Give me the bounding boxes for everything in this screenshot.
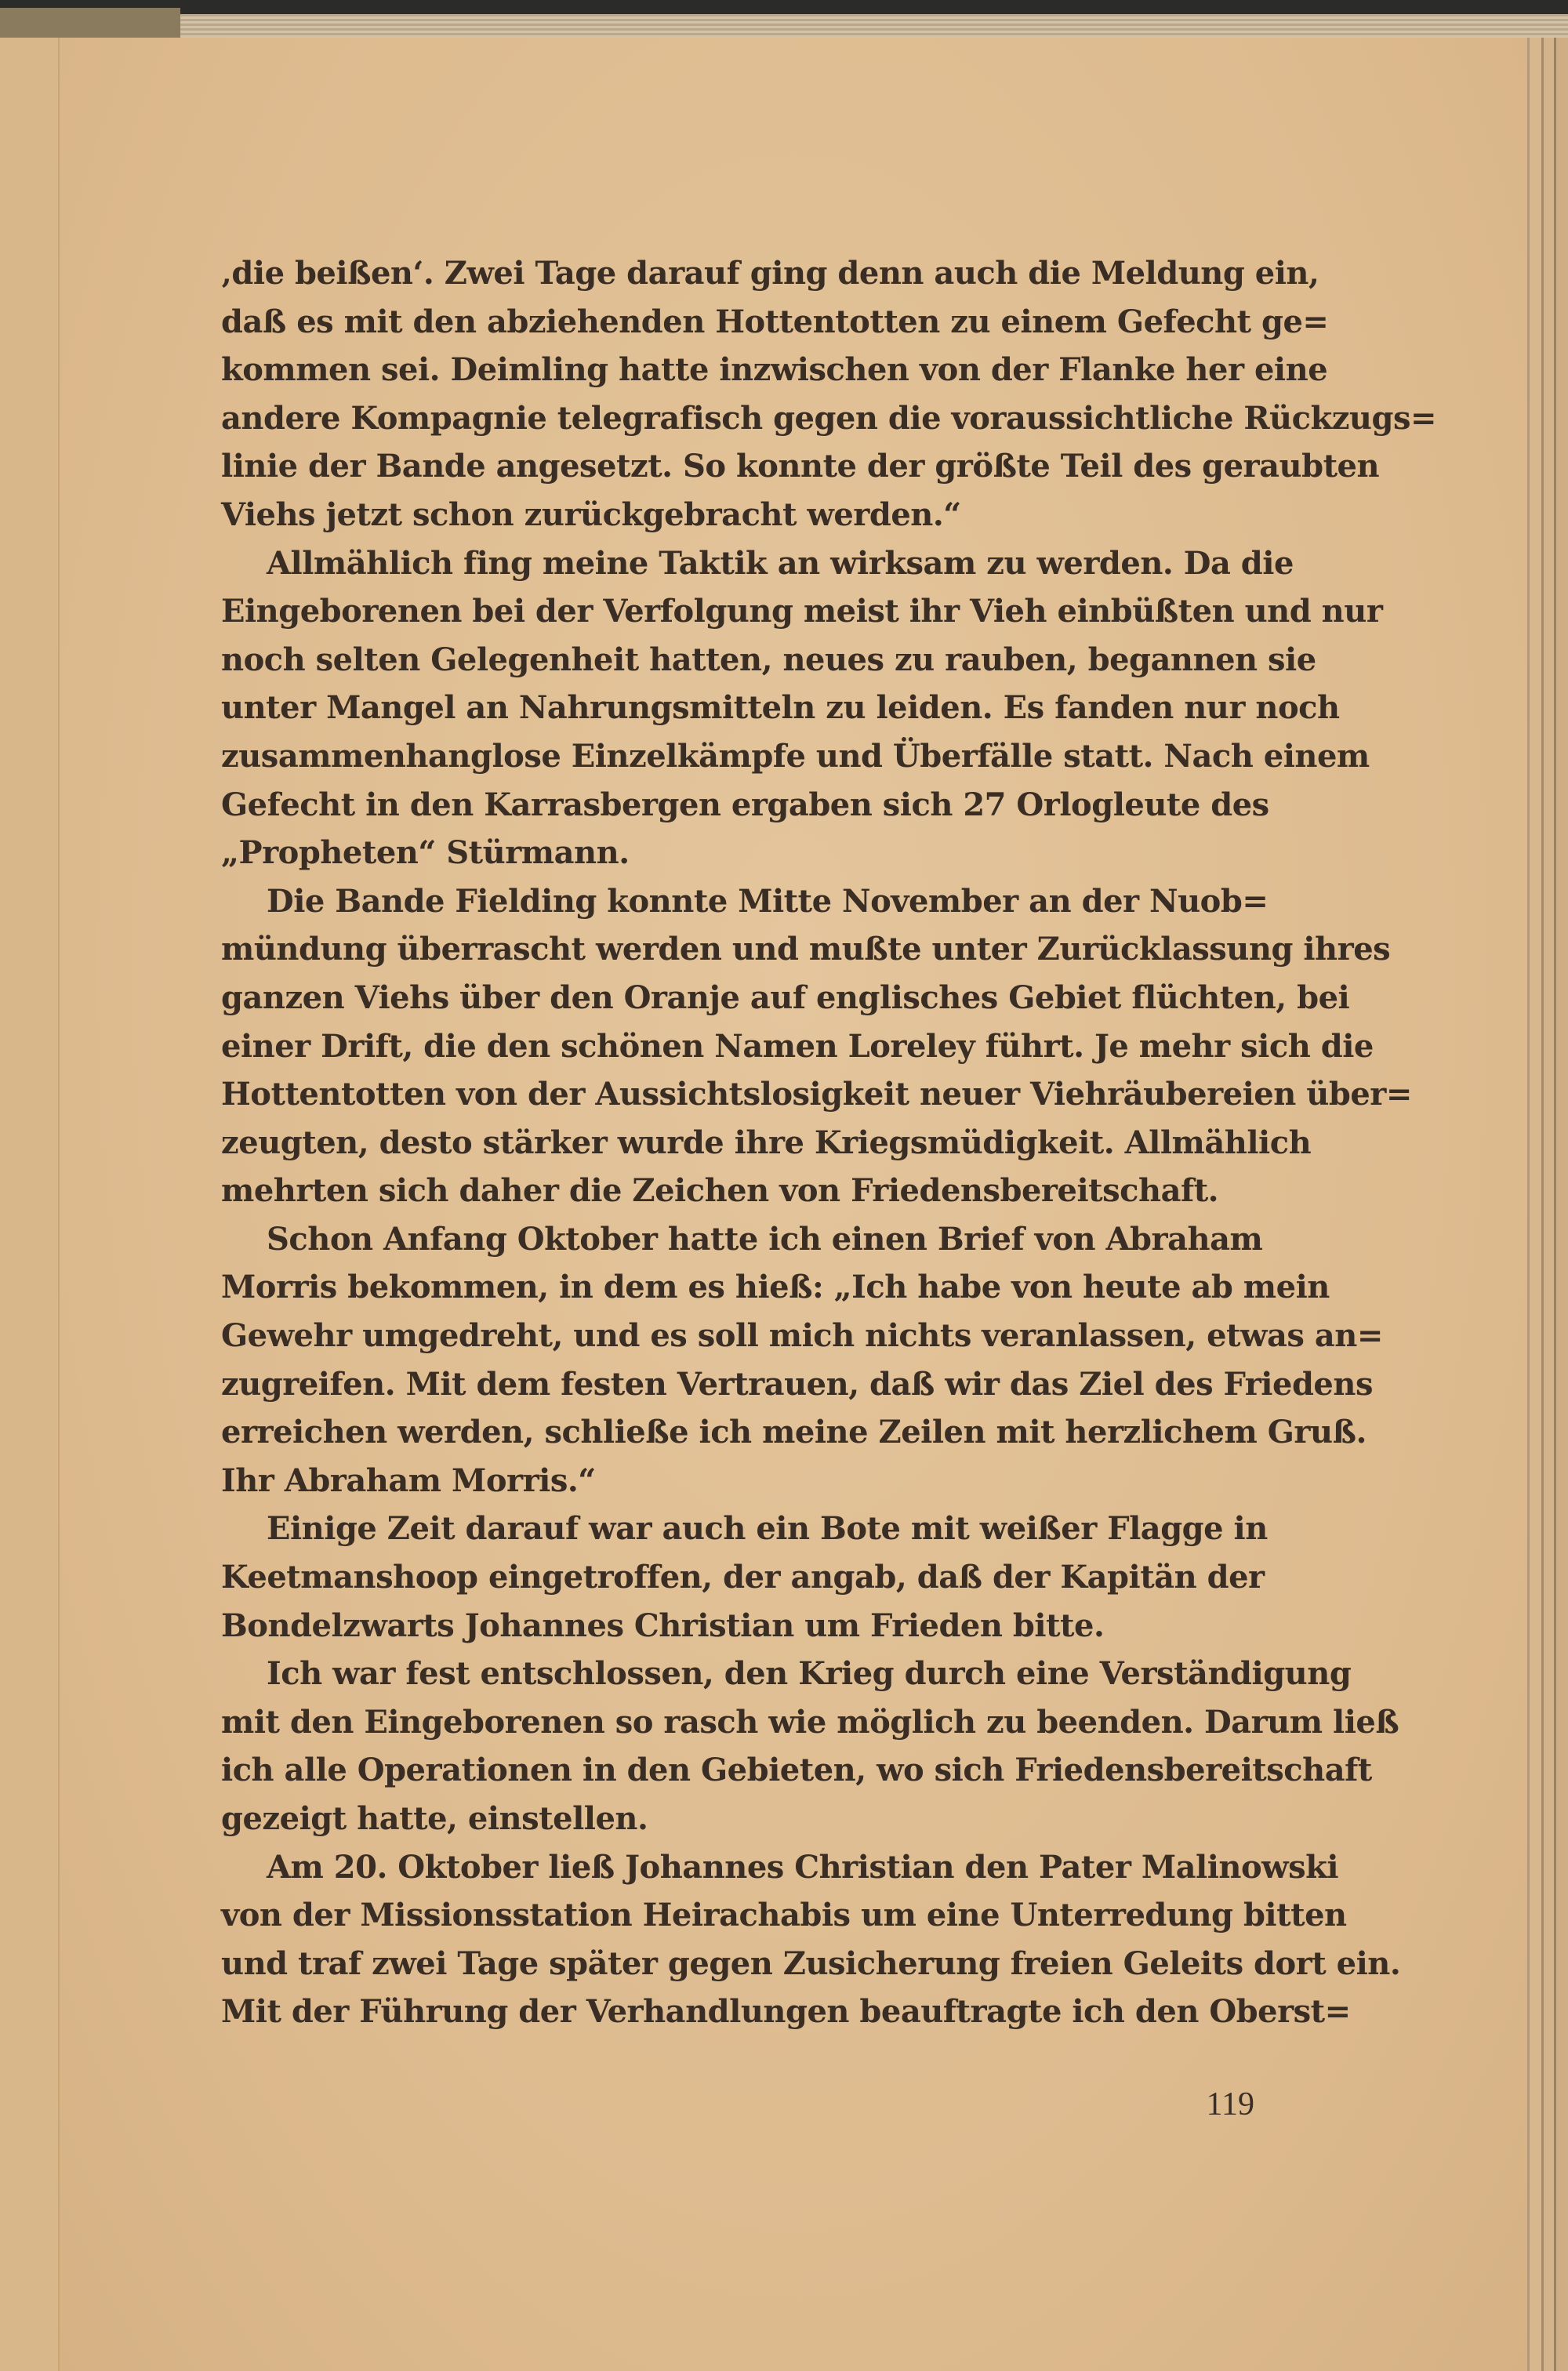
text-line: Gefecht in den Karrasbergen ergaben sich 27 Orlogleute des <box>221 786 1269 823</box>
paragraph <box>221 1843 1401 2036</box>
text-line: noch selten Gelegenheit hatten, neues zu rauben, begannen sie <box>221 641 1316 678</box>
text-line: Viehs jetzt schon zurückgebracht werden.“ <box>221 496 961 533</box>
text-line: kommen sei. Deimling hatte inzwischen von der Flanke her eine <box>221 351 1328 389</box>
text-line: Die Bande Fielding konnte Mitte November an der Nuob= <box>267 882 1269 920</box>
text-line: zeugten, desto stärker wurde ihre Kriegsmüdigkeit. Allmählich <box>221 1124 1312 1161</box>
page-body-text <box>221 249 1437 2036</box>
paragraph <box>221 877 1412 1215</box>
text-line: Einige Zeit darauf war auch ein Bote mit weißer Flagge in <box>267 1510 1268 1548</box>
text-line: andere Kompagnie telegrafisch gegen die voraussichtliche Rückzugs= <box>221 399 1437 437</box>
text-line: Eingeborenen bei der Verfolgung meist ihr Vieh einbüßten und nur <box>221 593 1383 630</box>
text-line: mehrten sich daher die Zeichen von Friedensbereitschaft. <box>221 1172 1219 1210</box>
text-line: Morris bekommen, in dem es hieß: „Ich habe von heute ab mein <box>221 1269 1330 1306</box>
text-line: linie der Bande angesetzt. So konnte der größte Teil des geraubten <box>221 448 1380 485</box>
text-line: mündung überrascht werden und mußte unter Zurücklassung ihres <box>221 931 1391 968</box>
book-spine-fabric <box>0 8 180 38</box>
text-line: Mit der Führung der Verhandlungen beauftragte ich den Oberst= <box>221 1993 1351 2031</box>
text-line: ganzen Viehs über den Oranje auf englisches Gebiet flüchten, bei <box>221 979 1350 1016</box>
paragraph <box>221 1650 1399 1843</box>
text-line: und traf zwei Tage später gegen Zusicherung freien Geleits dort ein. <box>221 1944 1401 1982</box>
text-line: erreichen werden, schließe ich meine Zeilen mit herzlichem Gruß. <box>221 1414 1367 1451</box>
paragraph <box>221 1505 1268 1650</box>
text-line: zusammenhanglose Einzelkämpfe und Überfälle statt. Nach einem <box>221 737 1370 775</box>
page-stack-edge <box>1527 38 1568 2371</box>
book-binding-edge <box>0 14 1568 38</box>
text-line: Bondelzwarts Johannes Christian um Frieden bitte. <box>221 1607 1105 1644</box>
text-line: einer Drift, die den schönen Namen Loreley führt. Je mehr sich die <box>221 1027 1374 1065</box>
scanner-background <box>0 0 1568 16</box>
text-line: ‚die beißen‘. Zwei Tage darauf ging denn auch die Meldung ein, <box>221 255 1319 292</box>
text-line: Ich war fest entschlossen, den Krieg durch eine Verständigung <box>267 1655 1352 1693</box>
text-line: gezeigt hatte, einstellen. <box>221 1800 648 1837</box>
text-line: Allmählich fing meine Taktik an wirksam zu werden. Da die <box>267 544 1294 582</box>
text-line: zugreifen. Mit dem festen Vertrauen, daß wir das Ziel des Friedens <box>221 1365 1373 1403</box>
paragraph <box>221 1215 1383 1505</box>
text-line: mit den Eingeborenen so rasch wie möglich zu beenden. Darum ließ <box>221 1703 1399 1741</box>
text-line: Gewehr umgedreht, und es soll mich nichts veranlassen, etwas an= <box>221 1317 1383 1355</box>
page-number: 119 <box>1206 2086 1254 2122</box>
text-line: von der Missionsstation Heirachabis um eine Unterredung bitten <box>221 1897 1347 1934</box>
previous-page-edge <box>0 38 60 2371</box>
text-line: ich alle Operationen in den Gebieten, wo sich Friedensbereitschaft <box>221 1752 1372 1789</box>
text-line: unter Mangel an Nahrungsmitteln zu leiden. Es fanden nur noch <box>221 689 1340 727</box>
text-line: Schon Anfang Oktober hatte ich einen Brief von Abraham <box>267 1220 1263 1258</box>
text-line: Keetmanshoop eingetroffen, der angab, daß der Kapitän der <box>221 1559 1265 1596</box>
text-line: „Propheten“ Stürmann. <box>221 834 630 872</box>
text-line: Am 20. Oktober ließ Johannes Christian den Pater Malinowski <box>267 1848 1339 1886</box>
text-line: Hottentotten von der Aussichtslosigkeit neuer Viehräubereien über= <box>221 1076 1412 1113</box>
paragraph <box>221 249 1437 539</box>
text-line: daß es mit den abziehenden Hottentotten zu einem Gefecht ge= <box>221 303 1329 340</box>
paragraph <box>221 539 1383 877</box>
text-line: Ihr Abraham Morris.“ <box>221 1461 596 1499</box>
